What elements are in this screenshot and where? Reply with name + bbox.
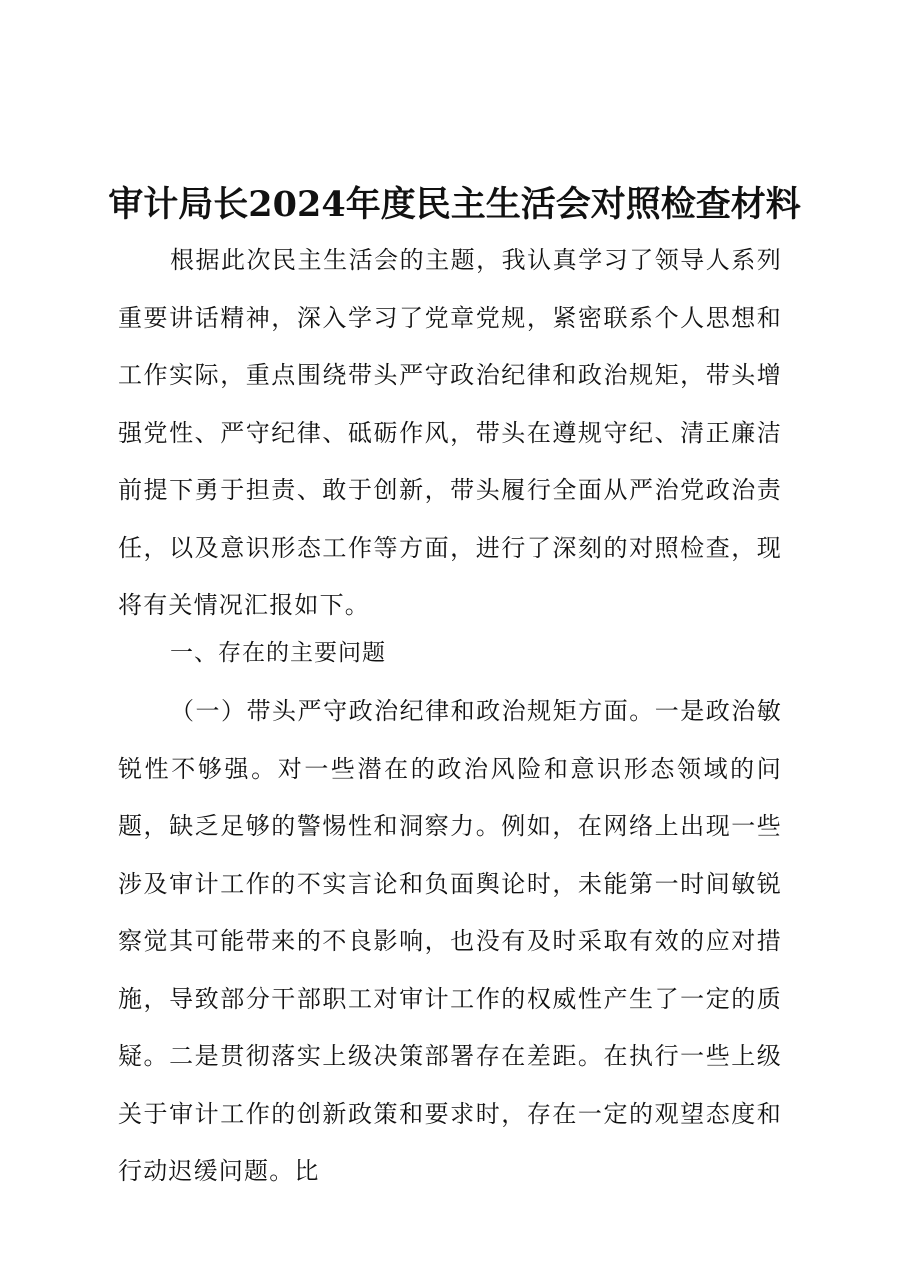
subsection-paragraph bbox=[118, 683, 782, 1201]
intro-paragraph: 根据此次民主生活会的主题，我认真学习了领导人系列重要讲话精神，深入学习了党章党规，紧密联系个人思想和工作实际，重点围绕带头严守政治纪律和政治规矩，带头增强党性、严守纪律、砥砺作风，带头在遵规守纪、清正廉洁前提下勇于担责、敢于创新，带头履行全面从严治党政治责任，以及意识形态工作等方面，进行了深刻的对照检查，现将有关情况汇报如下。 bbox=[118, 246, 782, 619]
section-heading-problems: 一、存在的主要问题 bbox=[170, 640, 386, 666]
subsection-body: 一是政治敏锐性不够强。对一些潜在的政治风险和意识形态领域的问题，缺乏足够的警惕性和洞察力。例如，在网络上出现一些涉及审计工作的不实言论和负面舆论时，未能第一时间敏锐察觉其可能带来的不良影响，也没有及时采取有效的应对措施，导致部分干部职工对审计工作的权威性产生了一定的质疑。二是贯彻落实上级决策部署存在差距。在执行一些上级关于审计工作的创新政策和要求时，存在一定的观望态度和行动迟缓问题。比 bbox=[118, 697, 782, 1185]
document-title: 审计局长2024年度民主生活会对照检查材料 bbox=[108, 184, 801, 226]
subsection-heading: （一）带头严守政治纪律和政治规矩方面。 bbox=[170, 697, 655, 725]
